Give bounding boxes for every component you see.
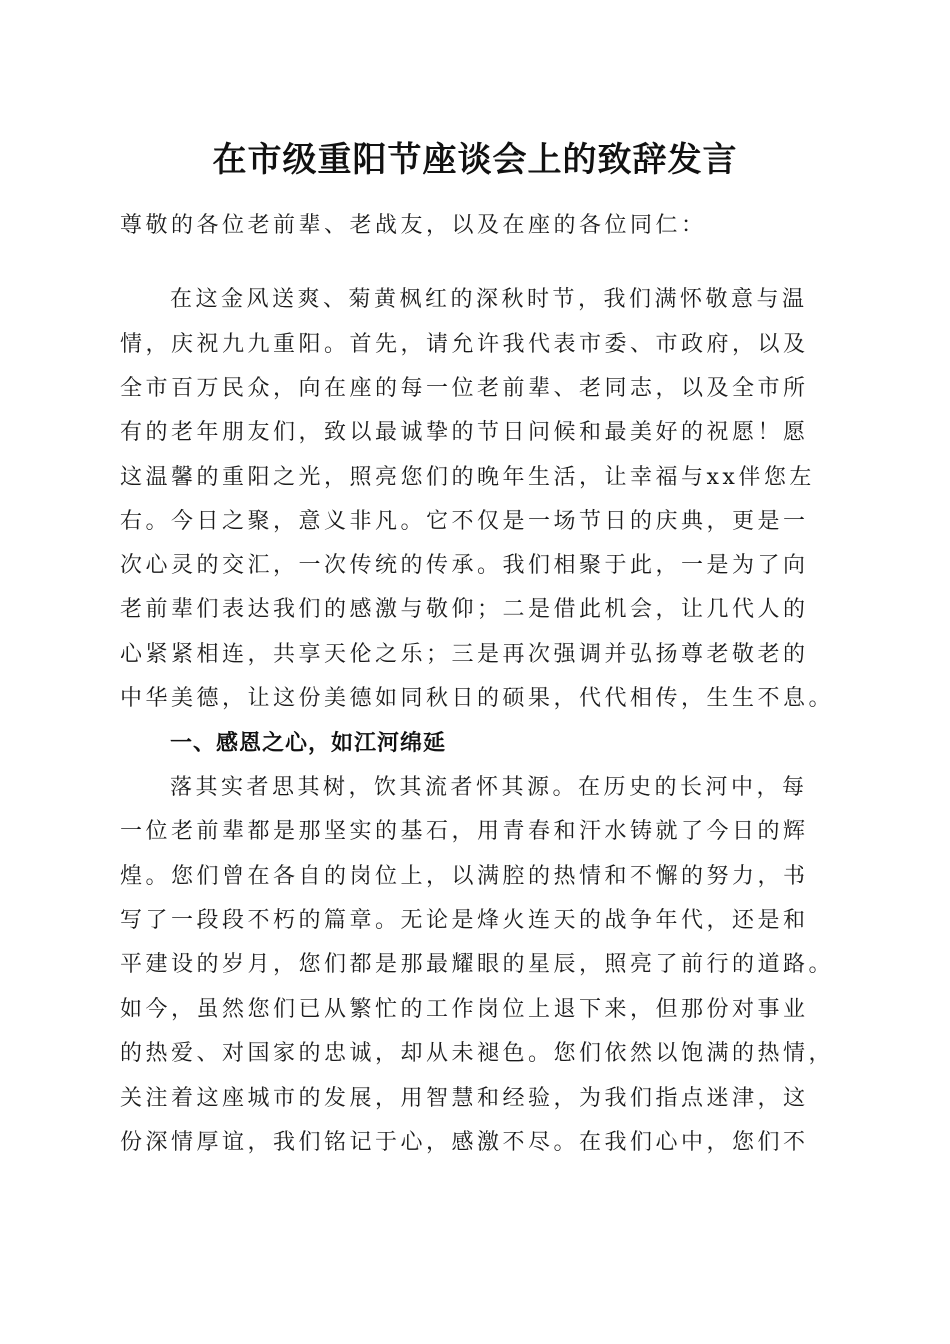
paragraph-line: 的热爱、对国家的忠诚，却从未褪色。您们依然以饱满的热情，	[120, 1041, 835, 1066]
paragraph-line: 在这金风送爽、菊黄枫红的深秋时节，我们满怀敬意与温	[170, 287, 808, 312]
paragraph-line: 写了一段段不朽的篇章。无论是烽火连天的战争年代，还是和	[120, 908, 809, 933]
paragraph-line: 如今，虽然您们已从繁忙的工作岗位上退下来，但那份对事业	[120, 997, 809, 1022]
paragraph-line: 关注着这座城市的发展，用智慧和经验，为我们指点迷津，这	[120, 1086, 809, 1111]
paragraph-line: 心紧紧相连，共享天伦之乐；三是再次强调并弘扬尊老敬老的	[120, 642, 809, 667]
paragraph-line: 平建设的岁月，您们都是那最耀眼的星辰，照亮了前行的道路。	[120, 952, 835, 977]
document-title: 在市级重阳节座谈会上的致辞发言	[212, 140, 738, 180]
paragraph-line: 有的老年朋友们，致以最诚挚的节日问候和最美好的祝愿！愿	[120, 420, 809, 445]
salutation: 尊敬的各位老前辈、老战友，以及在座的各位同仁：	[120, 213, 707, 238]
paragraph-line: 份深情厚谊，我们铭记于心，感激不尽。在我们心中，您们不	[120, 1130, 809, 1155]
section-heading: 一、感恩之心，如江河绵延	[170, 731, 447, 756]
paragraph-line: 全市百万民众，向在座的每一位老前辈、老同志，以及全市所	[120, 376, 809, 401]
paragraph-line: 右。今日之聚，意义非凡。它不仅是一场节日的庆典，更是一	[120, 509, 809, 534]
paragraph-line: 一位老前辈都是那坚实的基石，用青春和汗水铸就了今日的辉	[120, 819, 809, 844]
paragraph-line: 老前辈们表达我们的感激与敬仰；二是借此机会，让几代人的	[120, 597, 809, 622]
paragraph-line: 情，庆祝九九重阳。首先，请允许我代表市委、市政府，以及	[120, 332, 809, 357]
paragraph-line: 落其实者思其树，饮其流者怀其源。在历史的长河中，每	[170, 775, 808, 800]
paragraph-line: 煌。您们曾在各自的岗位上，以满腔的热情和不懈的努力，书	[120, 864, 809, 889]
paragraph-line: 中华美德，让这份美德如同秋日的硕果，代代相传，生生不息。	[120, 686, 835, 711]
paragraph-line: 这温馨的重阳之光，照亮您们的晚年生活，让幸福与xx伴您左	[120, 465, 815, 490]
paragraph-line: 次心灵的交汇，一次传统的传承。我们相聚于此，一是为了向	[120, 553, 809, 578]
